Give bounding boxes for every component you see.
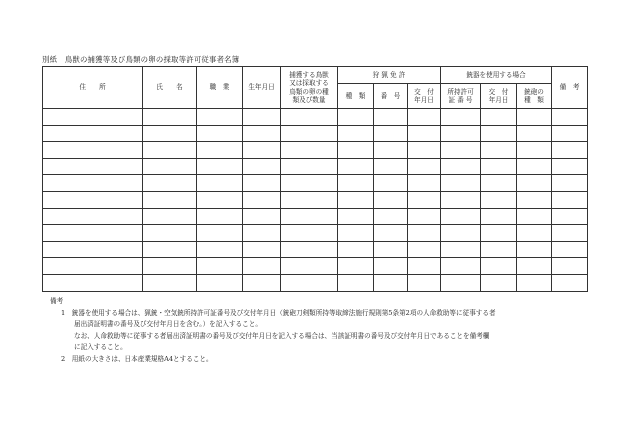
- cell-gun-permit-number: [441, 241, 481, 258]
- header-occupation: 職 業: [197, 67, 243, 109]
- cell-birthdate: [243, 241, 281, 258]
- notes-section: [42, 296, 602, 365]
- cell-gun-issue-date: [481, 142, 517, 159]
- cell-address: [43, 241, 143, 258]
- cell-license-number: [374, 109, 408, 126]
- cell-address: [43, 142, 143, 159]
- cell-address: [43, 274, 143, 291]
- cell-license-type: [338, 274, 374, 291]
- cell-species: [281, 241, 338, 258]
- cell-occupation: [197, 191, 243, 208]
- cell-license-type: [338, 258, 374, 275]
- cell-license-issue-date: [408, 208, 441, 225]
- cell-license-number: [374, 175, 408, 192]
- cell-name: [143, 258, 197, 275]
- cell-remarks: [552, 225, 588, 242]
- table-body: [43, 109, 588, 292]
- cell-license-number: [374, 125, 408, 142]
- cell-gun-permit-number: [441, 274, 481, 291]
- cell-gun-issue-date: [481, 241, 517, 258]
- note-item-1-line-4: に記入すること。: [74, 343, 127, 351]
- cell-gun-type: [517, 109, 552, 126]
- cell-license-number: [374, 191, 408, 208]
- cell-occupation: [197, 142, 243, 159]
- cell-name: [143, 191, 197, 208]
- cell-birthdate: [243, 191, 281, 208]
- cell-license-number: [374, 274, 408, 291]
- cell-occupation: [197, 109, 243, 126]
- cell-occupation: [197, 225, 243, 242]
- cell-gun-issue-date: [481, 191, 517, 208]
- cell-remarks: [552, 191, 588, 208]
- cell-species: [281, 258, 338, 275]
- cell-license-number: [374, 241, 408, 258]
- cell-gun-type: [517, 175, 552, 192]
- header-license-type: 種 類: [338, 84, 374, 109]
- header-birthdate: 生年月日: [243, 67, 281, 109]
- cell-license-issue-date: [408, 274, 441, 291]
- cell-name: [143, 158, 197, 175]
- cell-address: [43, 158, 143, 175]
- cell-address: [43, 225, 143, 242]
- cell-license-number: [374, 208, 408, 225]
- cell-gun-issue-date: [481, 225, 517, 242]
- cell-license-issue-date: [408, 109, 441, 126]
- cell-species: [281, 158, 338, 175]
- cell-birthdate: [243, 158, 281, 175]
- header-species: 捕獲する鳥獣 又は採取する 鳥類の卵の種 類及び数量: [281, 67, 338, 109]
- table-row: [43, 175, 588, 192]
- table-row: [43, 109, 588, 126]
- cell-address: [43, 109, 143, 126]
- cell-remarks: [552, 175, 588, 192]
- cell-license-issue-date: [408, 191, 441, 208]
- cell-gun-issue-date: [481, 125, 517, 142]
- note-item-1-line-2: 届出済証明書の番号及び交付年月日を含む。）を記入すること。: [74, 320, 262, 328]
- cell-name: [143, 241, 197, 258]
- cell-gun-issue-date: [481, 208, 517, 225]
- header-remarks: 備 考: [552, 67, 588, 109]
- cell-species: [281, 274, 338, 291]
- cell-license-type: [338, 241, 374, 258]
- cell-license-type: [338, 142, 374, 159]
- cell-license-issue-date: [408, 175, 441, 192]
- cell-license-issue-date: [408, 125, 441, 142]
- notes-heading: 備考: [50, 297, 64, 305]
- cell-license-type: [338, 175, 374, 192]
- cell-species: [281, 109, 338, 126]
- cell-name: [143, 175, 197, 192]
- cell-license-issue-date: [408, 241, 441, 258]
- note-item-1-line-3: なお、人命救助等に従事する者届出済証明書の番号及び交付年月日を記入する場合は、当該証明書の番号及び交付年月日であることを備考欄: [74, 331, 490, 340]
- cell-species: [281, 191, 338, 208]
- cell-gun-issue-date: [481, 274, 517, 291]
- cell-species: [281, 125, 338, 142]
- registry-table: [42, 66, 588, 292]
- cell-occupation: [197, 158, 243, 175]
- cell-species: [281, 175, 338, 192]
- cell-gun-permit-number: [441, 258, 481, 275]
- cell-name: [143, 125, 197, 142]
- cell-gun-type: [517, 142, 552, 159]
- cell-license-issue-date: [408, 158, 441, 175]
- table-row: [43, 142, 588, 159]
- cell-remarks: [552, 142, 588, 159]
- cell-remarks: [552, 274, 588, 291]
- cell-remarks: [552, 208, 588, 225]
- cell-license-type: [338, 109, 374, 126]
- cell-gun-permit-number: [441, 208, 481, 225]
- cell-gun-type: [517, 208, 552, 225]
- cell-license-type: [338, 191, 374, 208]
- cell-birthdate: [243, 142, 281, 159]
- cell-species: [281, 142, 338, 159]
- cell-remarks: [552, 258, 588, 275]
- header-gun-permit-number: 所持許可 証 番 号: [441, 84, 481, 109]
- cell-address: [43, 258, 143, 275]
- cell-occupation: [197, 208, 243, 225]
- header-license-number: 番 号: [374, 84, 408, 109]
- note-item-2: 2 用紙の大きさは、日本産業規格A4とすること。: [61, 354, 213, 363]
- table-row: [43, 125, 588, 142]
- cell-gun-permit-number: [441, 225, 481, 242]
- header-gun-type: 銃砲の 種 類: [517, 84, 552, 109]
- cell-address: [43, 175, 143, 192]
- table-row: [43, 274, 588, 291]
- cell-gun-permit-number: [441, 175, 481, 192]
- cell-name: [143, 225, 197, 242]
- cell-birthdate: [243, 125, 281, 142]
- cell-occupation: [197, 274, 243, 291]
- table-row: [43, 158, 588, 175]
- cell-gun-type: [517, 125, 552, 142]
- cell-license-issue-date: [408, 142, 441, 159]
- cell-license-number: [374, 142, 408, 159]
- cell-license-type: [338, 225, 374, 242]
- cell-name: [143, 109, 197, 126]
- cell-remarks: [552, 158, 588, 175]
- header-address: 住 所: [43, 67, 143, 109]
- cell-birthdate: [243, 258, 281, 275]
- cell-gun-type: [517, 241, 552, 258]
- cell-license-number: [374, 258, 408, 275]
- cell-birthdate: [243, 274, 281, 291]
- cell-license-type: [338, 158, 374, 175]
- cell-occupation: [197, 125, 243, 142]
- cell-address: [43, 191, 143, 208]
- table-row: [43, 241, 588, 258]
- cell-name: [143, 274, 197, 291]
- cell-occupation: [197, 241, 243, 258]
- cell-gun-permit-number: [441, 191, 481, 208]
- cell-gun-issue-date: [481, 175, 517, 192]
- table-row: [43, 225, 588, 242]
- cell-remarks: [552, 125, 588, 142]
- cell-remarks: [552, 241, 588, 258]
- cell-birthdate: [243, 175, 281, 192]
- cell-license-type: [338, 125, 374, 142]
- form-title: 別紙 鳥獣の捕獲等及び鳥類の卵の採取等許可従事者名簿: [42, 55, 240, 64]
- cell-name: [143, 208, 197, 225]
- header-license-issue-date: 交 付 年月日: [408, 84, 441, 109]
- cell-species: [281, 225, 338, 242]
- cell-gun-permit-number: [441, 109, 481, 126]
- cell-gun-type: [517, 274, 552, 291]
- cell-gun-permit-number: [441, 158, 481, 175]
- table-row: [43, 191, 588, 208]
- cell-birthdate: [243, 225, 281, 242]
- cell-gun-type: [517, 191, 552, 208]
- cell-gun-issue-date: [481, 158, 517, 175]
- cell-license-issue-date: [408, 258, 441, 275]
- cell-birthdate: [243, 208, 281, 225]
- header-hunting-license: 狩 猟 免 許: [338, 67, 441, 84]
- note-item-1-line-1: 1 銃器を使用する場合は、猟銃・空気銃所持許可証番号及び交付年月日（銃砲刀剣類所持等取締法施行規則第5条第2項の人命救助等に従事する者: [61, 308, 496, 317]
- cell-gun-type: [517, 225, 552, 242]
- header-gun-issue-date: 交 付 年月日: [481, 84, 517, 109]
- cell-address: [43, 208, 143, 225]
- cell-birthdate: [243, 109, 281, 126]
- cell-name: [143, 142, 197, 159]
- cell-gun-type: [517, 258, 552, 275]
- cell-gun-type: [517, 158, 552, 175]
- header-name: 氏 名: [143, 67, 197, 109]
- cell-license-type: [338, 208, 374, 225]
- header-gun-use: 銃器を使用する場合: [441, 67, 552, 84]
- cell-gun-issue-date: [481, 258, 517, 275]
- cell-license-issue-date: [408, 225, 441, 242]
- cell-license-number: [374, 225, 408, 242]
- cell-species: [281, 208, 338, 225]
- cell-remarks: [552, 109, 588, 126]
- cell-gun-permit-number: [441, 125, 481, 142]
- cell-occupation: [197, 175, 243, 192]
- table-row: [43, 258, 588, 275]
- cell-gun-permit-number: [441, 142, 481, 159]
- cell-license-number: [374, 158, 408, 175]
- cell-gun-issue-date: [481, 109, 517, 126]
- cell-address: [43, 125, 143, 142]
- table-row: [43, 208, 588, 225]
- cell-occupation: [197, 258, 243, 275]
